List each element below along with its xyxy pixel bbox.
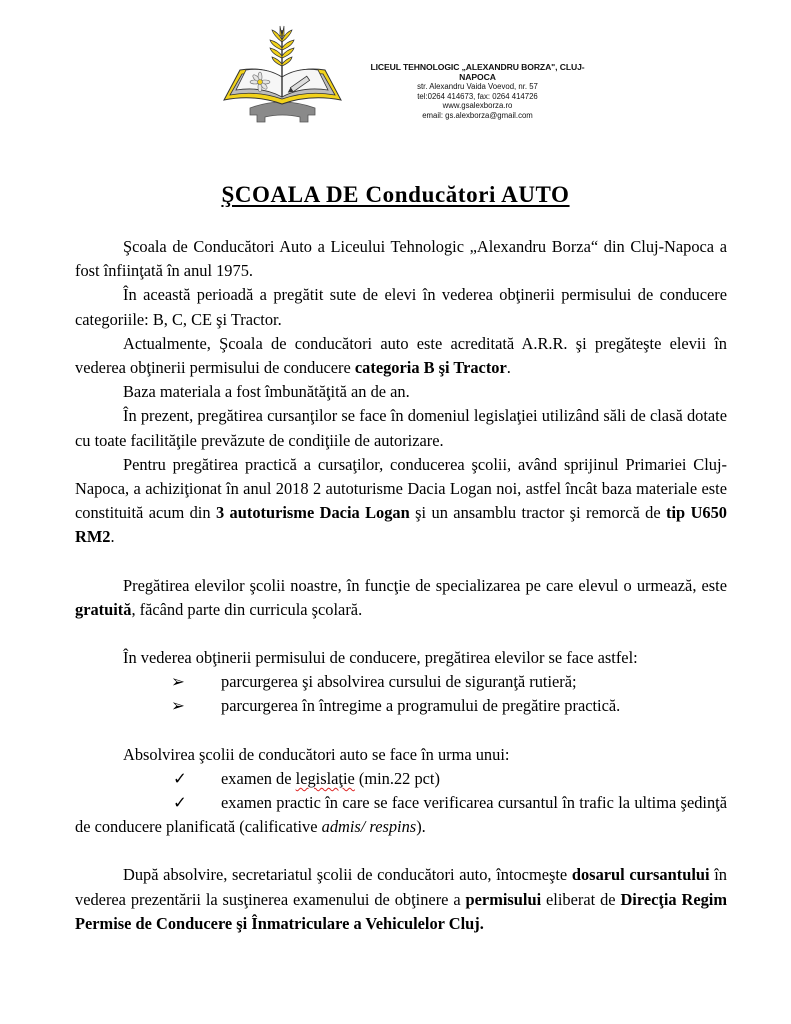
- paragraph-vehicles: Pentru pregătirea practică a cursaţilor, conducerea şcolii, având sprijinul Primariei Cluj-Napoca, a achiziţionat în anul 2018 2 autoturisme Dacia Logan noi, astfel încât baza materiale este constituită acum din 3 autoturisme Dacia Logan şi un ansamblu tractor şi remorcă de tip U650 RM2.: [75, 454, 727, 547]
- arrow-bullet-icon: ➢: [171, 696, 185, 716]
- bold-authority: Direcţia Regim Permise de Conducere şi Înmatriculare a Vehiculelor Cluj.: [75, 889, 727, 933]
- bold-tractor-type: tip U650 RM2: [75, 503, 727, 547]
- checkmark-icon: ✓: [173, 793, 187, 813]
- bold-free: gratuită: [75, 599, 132, 619]
- bold-license: permisului: [465, 889, 542, 909]
- list-item: ✓ examen practic în care se face verificarea cursantul în trafic la ultima şedinţă de conducere planificată (calificative admis/ respins).: [75, 793, 727, 837]
- bold-cars: 3 autoturisme Dacia Logan: [215, 503, 410, 523]
- paragraph-classrooms: În prezent, pregătirea cursanţilor se face în domeniul legislaţiei utilizând săli de clasă dotate cu toate facilităţile prevăzute de condiţiile de autorizare.: [75, 406, 727, 450]
- italic-grades: admis/ respins: [321, 817, 417, 837]
- list-item: ➢ parcurgerea şi absolvirea cursului de siguranţă rutieră;: [75, 670, 727, 694]
- paragraph-graduation-intro: Absolvirea şcolii de conducători auto se face în urma unui:: [123, 744, 510, 764]
- school-address: str. Alexandru Vaida Voevod, nr. 57: [417, 82, 538, 92]
- arrow-bullet-icon: ➢: [171, 672, 185, 692]
- spellcheck-word: legislaţie: [295, 768, 355, 788]
- page-title: ŞCOALA DE Conducători AUTO: [221, 182, 570, 207]
- list-item: ✓ examen de legislaţie (min.22 pct): [75, 767, 727, 791]
- letterhead: [220, 22, 600, 132]
- school-phone-fax: tel:0264 414673, fax: 0264 414726: [417, 91, 538, 101]
- school-name: LICEUL TEHNOLOGIC „ALEXANDRU BORZA", CLUJ-NAPOCA: [370, 62, 585, 82]
- school-email: email: gs.alexborza@gmail.com: [422, 110, 533, 120]
- paragraph-training-intro: În vederea obţinerii permisului de conducere, pregătirea elevilor se face astfel:: [123, 648, 638, 668]
- paragraph-history: Şcoala de Conducători Auto a Liceului Tehnologic „Alexandru Borza“ din Cluj-Napoca a fost înfiinţată în anul 1975.: [75, 237, 727, 281]
- paragraph-past-categories: În această perioadă a pregătit sute de elevi în vederea obţinerii permisului de conducere categoriile: B, C, CE şi Tractor.: [75, 285, 727, 329]
- paragraph-accreditation: Actualmente, Şcoala de conducători auto este acreditată A.R.R. şi pregăteşte elevii în vederea obţinerii permisului de conducere categoria B şi Tractor.: [75, 333, 727, 378]
- document-body: [75, 235, 727, 936]
- school-website: www.gsalexborza.ro: [442, 101, 513, 111]
- bold-student-file: dosarul cursantului: [571, 865, 710, 885]
- paragraph-material-base: Baza materiala a fost îmbunătăţită an de an.: [123, 382, 410, 402]
- school-crest-logo-icon: [220, 22, 345, 127]
- checkmark-icon: ✓: [173, 768, 187, 788]
- list-item: ➢ parcurgerea în întregime a programului de pregătire practică.: [75, 694, 727, 718]
- bold-categories: categoria B şi Tractor: [354, 358, 507, 378]
- paragraph-after-graduation: După absolvire, secretariatul şcolii de conducători auto, întocmeşte dosarul cursantului în vederea prezentării la susţinerea examenului de obţinere a permisului eliberat de Direcţia Regim Permise de Conducere şi Înmatriculare a Vehiculelor Cluj.: [75, 865, 727, 933]
- paragraph-free-training: Pregătirea elevilor şcolii noastre, în funcţie de specializarea pe care elevul o urmează, este gratuită, făcând parte din curricula şcolară.: [75, 575, 727, 619]
- school-contact-block: [355, 63, 600, 121]
